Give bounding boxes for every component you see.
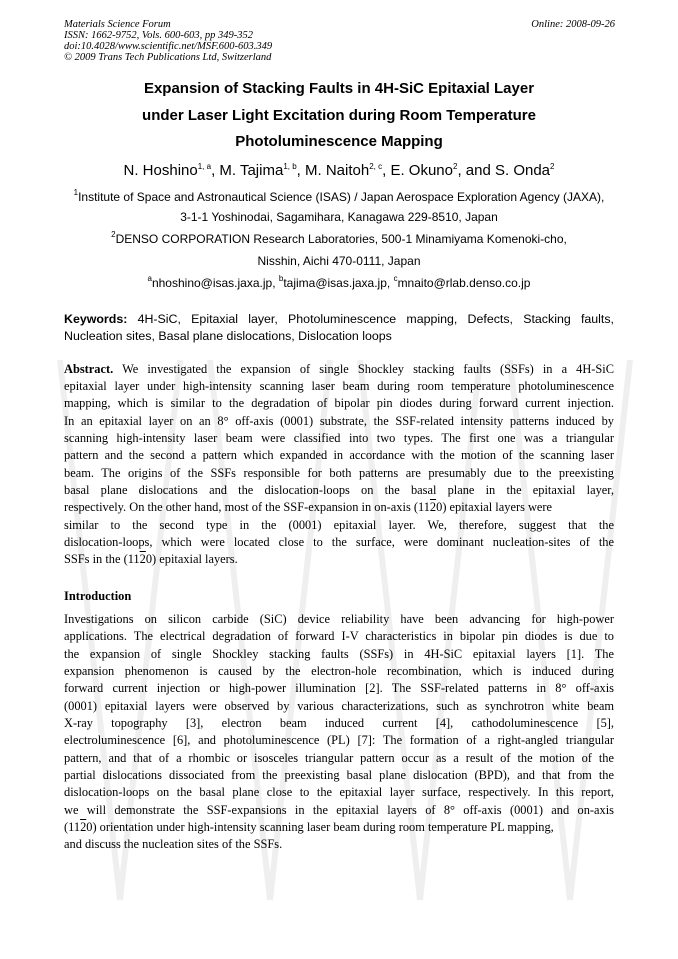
affiliation-1-line-1 [0, 190, 678, 204]
author-4-affiliation: 2 [453, 162, 458, 171]
author-5-affiliation: 2 [550, 162, 555, 171]
author-separator: , and [457, 162, 495, 179]
intro-line-3: the expansion of single Shockley stacking faults (SSFs) in 4H-SiC epitaxial layers [1]. The [64, 647, 614, 661]
intro-line-11: dislocation-loops on the basal plane close to the epitaxial layer surface, respectively. In this report, [64, 785, 614, 799]
issn-line: ISSN: 1662-9752, Vols. 600-603, pp 349-352 [64, 30, 253, 41]
affiliation-2-marker: 2 [111, 230, 116, 239]
intro-text-13c: 0) orientation under high-intensity scanning laser beam during room temperature PL mapping, [86, 820, 554, 834]
keywords-line-1 [64, 312, 614, 326]
author-5: S. Onda [494, 162, 551, 179]
author-1: N. Hoshino [123, 162, 198, 179]
author-2-affiliation: 1, b [283, 162, 297, 171]
abstract-line-6: pattern and the second a pattern which expanded in accordance with the motion of the scanning laser [64, 448, 614, 462]
abstract-text-9a: respectively. On the other hand, most of the SSF-expansion in on-axis (11 [64, 500, 430, 514]
intro-line-1: Investigations on silicon carbide (SiC) device reliability have been advancing for high-power [64, 612, 614, 626]
keywords-label: Keywords: [64, 312, 128, 326]
intro-line-7: X-ray topography [3], electron beam induced current [4], cathodoluminescence [5], [64, 716, 614, 730]
intro-line-6: (0001) epitaxial layers were observed by various characterizations, such as synchrotron white beam [64, 699, 614, 713]
keywords-text-1: 4H-SiC, Epitaxial layer, Photoluminescence mapping, Defects, Stacking faults, [137, 312, 614, 326]
miller-index-bar: 2 [429, 500, 437, 514]
author-separator: , [382, 162, 391, 179]
abstract-label: Abstract. [64, 362, 114, 376]
intro-text-13a: (11 [64, 820, 81, 834]
author-1-affiliation: 1, a [197, 162, 212, 171]
online-date: Online: 2008-09-26 [531, 19, 615, 30]
email-a-marker: a [147, 274, 152, 283]
email-line [0, 276, 678, 290]
intro-line-8: electroluminescence [6], and photoluminescence (PL) [7]: The formation of a right-angled triangular [64, 733, 614, 747]
title-line-1: Expansion of Stacking Faults in 4H-SiC Epitaxial Layer [143, 80, 535, 97]
miller-index-bar: 2 [139, 552, 146, 566]
intro-line-10: partial dislocations dissociated from the preexisting basal plane dislocation (BPD), and that from the [64, 768, 614, 782]
abstract-line-10: similar to the second type in the (0001) epitaxial layer. We, therefore, suggest that the [64, 518, 614, 532]
abstract-line-11: dislocation-loops, which were located close to the surface, were dominant nucleation-sites of the [64, 535, 614, 549]
author-separator: , [296, 162, 305, 179]
abstract-line-7: beam. The origins of the SSFs responsible for both patterns are presumably due to the preexisting [64, 466, 614, 480]
author-separator: , [211, 162, 220, 179]
affiliation-1-line-2: 3-1-1 Yoshinodai, Sagamihara, Kanagawa 229-8510, Japan [180, 210, 498, 224]
email-b-marker: b [278, 274, 284, 283]
introduction-heading: Introduction [64, 589, 132, 603]
email-c-marker: c [393, 274, 398, 283]
doi-line: doi:10.4028/www.scientific.net/MSF.600-603.349 [64, 41, 273, 52]
abstract-line-2: epitaxial layer under high-intensity scanning laser beam during room temperature photoluminescence [64, 379, 614, 393]
intro-line-14: and discuss the nucleation sites of the SSFs. [64, 837, 283, 851]
author-3-affiliation: 2, c [369, 162, 383, 171]
title-line-2: under Laser Light Excitation during Room Temperature [142, 107, 536, 124]
abstract-line-3: mapping, which is similar to the degradation of bipolar pin diodes during forward current injection. [64, 396, 614, 410]
intro-line-4: expansion phenomenon is caused by the electron-hole recombination, which is induced during [64, 664, 614, 678]
intro-line-2: applications. The electrical degradation of forward I-V characteristics in bipolar pin diodes is due to [64, 629, 614, 643]
affiliation-2-text: DENSO CORPORATION Research Laboratories, 500-1 Minamiyama Komenoki-cho, [115, 232, 567, 246]
abstract-text-1: We investigated the expansion of single Shockley stacking faults (SSFs) in a 4H-SiC [122, 362, 615, 376]
intro-line-13 [64, 820, 614, 835]
abstract-text-9c: 0) epitaxial layers were [436, 500, 553, 514]
abstract-line-4: In an epitaxial layer on an 8° off-axis (0001) substrate, the SSF-related intensity patterns induced by [64, 414, 614, 428]
intro-line-9: pattern, and that of a rhombic or isosceles triangular pattern occur as a result of the motion of the [64, 751, 614, 765]
keywords-line-2: Nucleation sites, Basal plane dislocations, Dislocation loops [64, 329, 392, 343]
author-2: M. Tajima [219, 162, 284, 179]
title-line-3: Photoluminescence Mapping [235, 133, 443, 150]
abstract-line-5: scanning high-intensity laser beam were classified into two types. The first one was a triangular [64, 431, 614, 445]
author-4: E. Okuno [390, 162, 453, 179]
affiliation-1-text: Institute of Space and Astronautical Science (ISAS) / Japan Aerospace Exploration Agency (JAXA), [78, 190, 605, 204]
email-c[interactable]: mnaito@rlab.denso.co.jp [397, 276, 531, 290]
abstract-line-1 [64, 362, 614, 377]
journal-name: Materials Science Forum [64, 19, 171, 30]
abstract-line-9 [64, 500, 614, 515]
affiliation-2-line-2: Nisshin, Aichi 470-0111, Japan [257, 254, 421, 268]
abstract-text-12c: 0) epitaxial layers. [145, 552, 238, 566]
abstract-text-12a: SSFs in the (11 [64, 552, 140, 566]
author-3: M. Naitoh [305, 162, 370, 179]
email-b[interactable]: tajima@isas.jaxa.jp, [283, 276, 394, 290]
author-list [0, 162, 678, 179]
affiliation-2-line-1 [0, 232, 678, 246]
copyright-line: © 2009 Trans Tech Publications Ltd, Switzerland [64, 52, 272, 63]
abstract-line-12 [64, 552, 614, 567]
abstract-line-8: basal plane dislocations and the dislocation-loops on the basal plane in the epitaxial layer, [64, 483, 614, 497]
miller-index-bar: 2 [80, 820, 87, 834]
intro-line-5: forward current injection or high-power illumination [2]. The SSF-related patterns in 8° off-axis [64, 681, 614, 695]
email-a[interactable]: nhoshino@isas.jaxa.jp, [151, 276, 279, 290]
intro-line-12: we will demonstrate the SSF-expansions in the epitaxial layers of 8° off-axis (0001) and on-axis [64, 803, 614, 817]
affiliation-1-marker: 1 [73, 188, 79, 197]
